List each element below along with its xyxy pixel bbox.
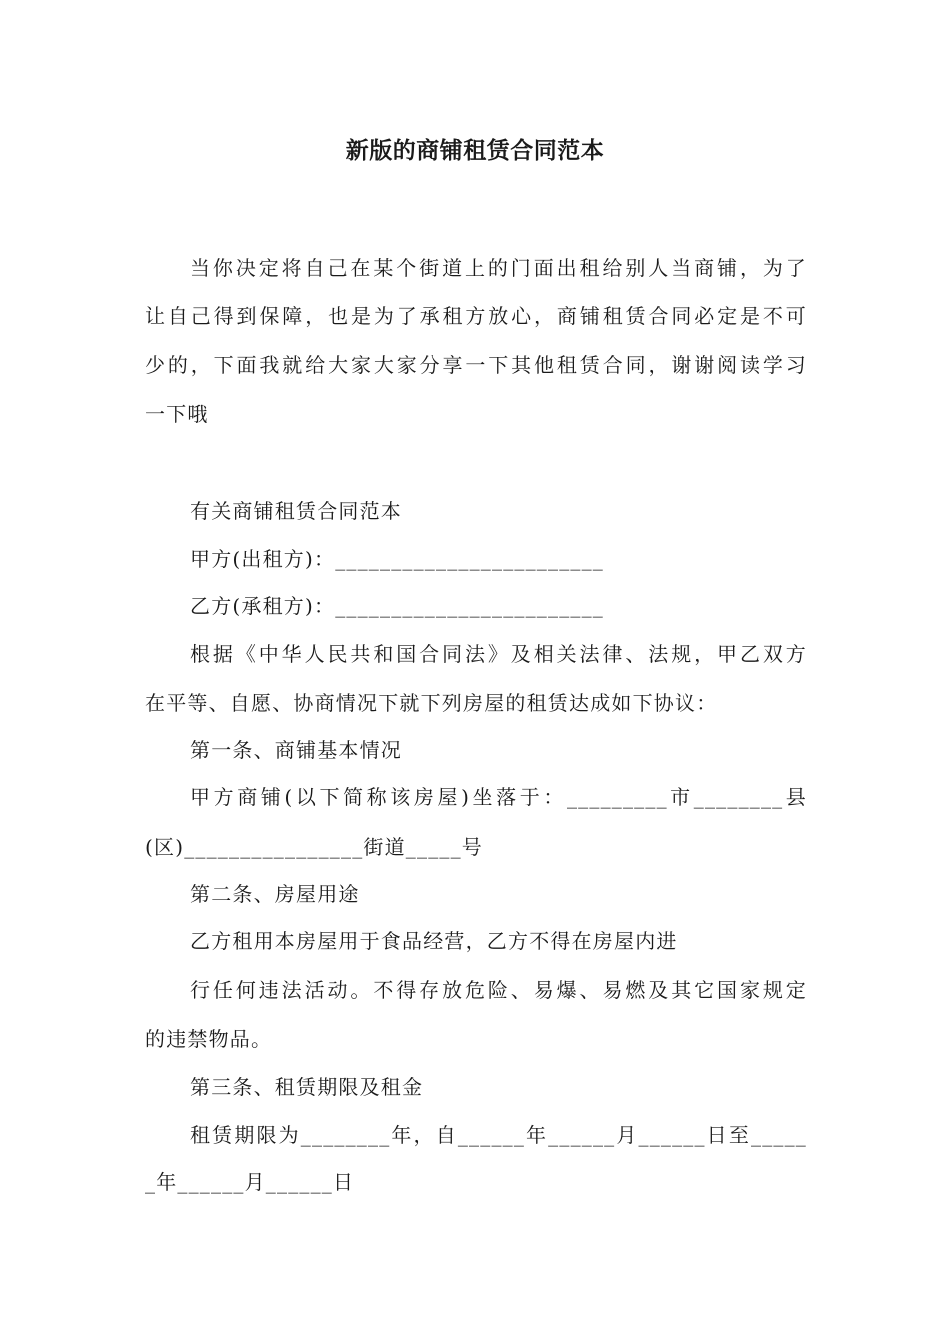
intro-line-3: 少的，下面我就给大家大家分享一下其他租赁合同，谢谢阅读学习 xyxy=(145,353,807,377)
article-1-line-1: 甲方商铺(以下简称该房屋)坐落于：_________市________县 xyxy=(190,785,807,809)
document-title: 新版的商铺租赁合同范本 xyxy=(345,138,605,164)
article-3-line-2: _年______月______日 xyxy=(145,1170,355,1194)
article-3-line-1: 租赁期限为________年，自______年______月______日至_____ xyxy=(190,1123,807,1147)
article-2-line-3: 的违禁物品。 xyxy=(145,1027,273,1051)
intro-line-1: 当你决定将自己在某个街道上的门面出租给别人当商铺，为了 xyxy=(190,256,807,280)
contract-heading: 有关商铺租赁合同范本 xyxy=(190,499,402,523)
article-1-line-2: (区)________________街道_____号 xyxy=(145,835,484,859)
preamble-line-2: 在平等、自愿、协商情况下就下列房屋的租赁达成如下协议： xyxy=(145,691,718,715)
party-b-line: 乙方(承租方)：________________________ xyxy=(190,594,605,618)
article-2-line-2: 行任何违法活动。不得存放危险、易爆、易燃及其它国家规定 xyxy=(190,978,807,1002)
article-2-heading: 第二条、房屋用途 xyxy=(190,882,360,906)
intro-line-4: 一下哦 xyxy=(145,402,209,426)
intro-line-2: 让自己得到保障，也是为了承租方放心，商铺租赁合同必定是不可 xyxy=(145,304,807,328)
article-3-heading: 第三条、租赁期限及租金 xyxy=(190,1075,424,1099)
article-1-heading: 第一条、商铺基本情况 xyxy=(190,738,402,762)
party-a-line: 甲方(出租方)：________________________ xyxy=(190,547,605,571)
article-2-line-1: 乙方租用本房屋用于食品经营，乙方不得在房屋内进 xyxy=(190,929,678,953)
preamble-line-1: 根据《中华人民共和国合同法》及相关法律、法规，甲乙双方 xyxy=(190,642,807,666)
